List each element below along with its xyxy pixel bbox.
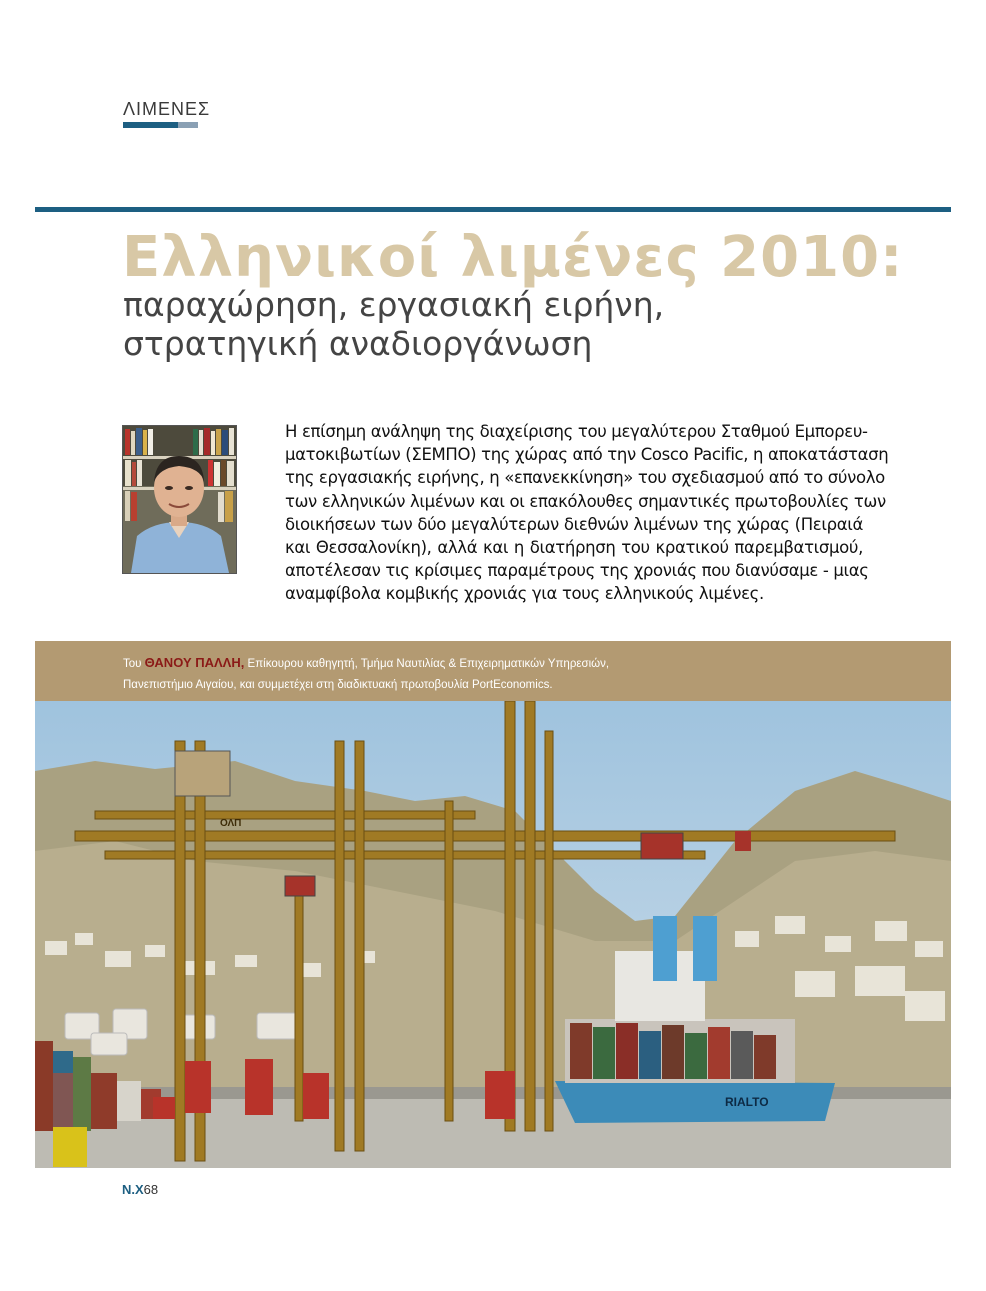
intro-line: των ελληνικών λιμένων και οι επακόλουθες σημαντικές πρωτοβουλίες των [285, 491, 886, 511]
section-label: ΛΙΜΕΝΕΣ [123, 99, 211, 119]
crane-label: ΟΛΠ [220, 818, 242, 829]
author-name: ΘΑΝΟΥ ΠΑΛΛΗ, [144, 655, 245, 670]
page-folio [122, 1182, 158, 1197]
byline-prefix: Του [123, 658, 145, 670]
section-underline [123, 122, 198, 128]
intro-line: αποτέλεσαν τις κρίσιμες παραμέτρους της χρονιάς που διανύσαμε - μιας [285, 561, 869, 581]
top-rule [35, 207, 951, 212]
article-subtitle-line-1: παραχώρηση, εργασιακή ειρήνη, [123, 285, 665, 324]
author-portrait [122, 425, 237, 574]
author-affiliation-2: Πανεπιστήμιο Αιγαίου, και συμμετέχει στη διαδικτυακή πρωτοβουλία PortEconomics. [123, 679, 553, 691]
intro-line: Η επίσημη ανάληψη της διαχείρισης του μεγαλύτερου Σταθμού Εμπορευ- [285, 422, 868, 441]
magazine-brand: Ν.Χ [122, 1182, 144, 1197]
intro-line: διοικήσεων των δύο μεγαλύτερων διεθνών λιμένων της χώρας (Πειραιά [285, 514, 863, 534]
article-title: Ελληνικοί λιμένες 2010: [122, 225, 904, 290]
intro-line: ματοκιβωτίων (ΣΕΜΠΟ) της χώρας από την Cosco Pacific, η αποκατάσταση [285, 445, 889, 465]
intro-line: και Θεσσαλονίκη), αλλά και η διατήρηση του κρατικού παρεμβατισμού, [285, 538, 863, 558]
ship-name: RIALTO [725, 1095, 769, 1109]
page-number: 68 [143, 1182, 159, 1197]
author-byline [35, 641, 951, 701]
article-intro [285, 420, 889, 606]
author-affiliation-1: Επίκουρου καθηγητή, Τμήμα Ναυτιλίας & Επιχειρηματικών Υπηρεσιών, [244, 658, 610, 670]
intro-line: της εργασιακής ειρήνης, η «επανεκκίνηση» του σχεδιασμού από το σύνολο [285, 468, 885, 488]
intro-line: αναμφίβολα κομβικής χρονιάς για τους ελληνικούς λιμένες. [285, 584, 764, 604]
port-photo [35, 701, 951, 1168]
article-subtitle-line-2: στρατηγική αναδιοργάνωση [123, 324, 593, 363]
